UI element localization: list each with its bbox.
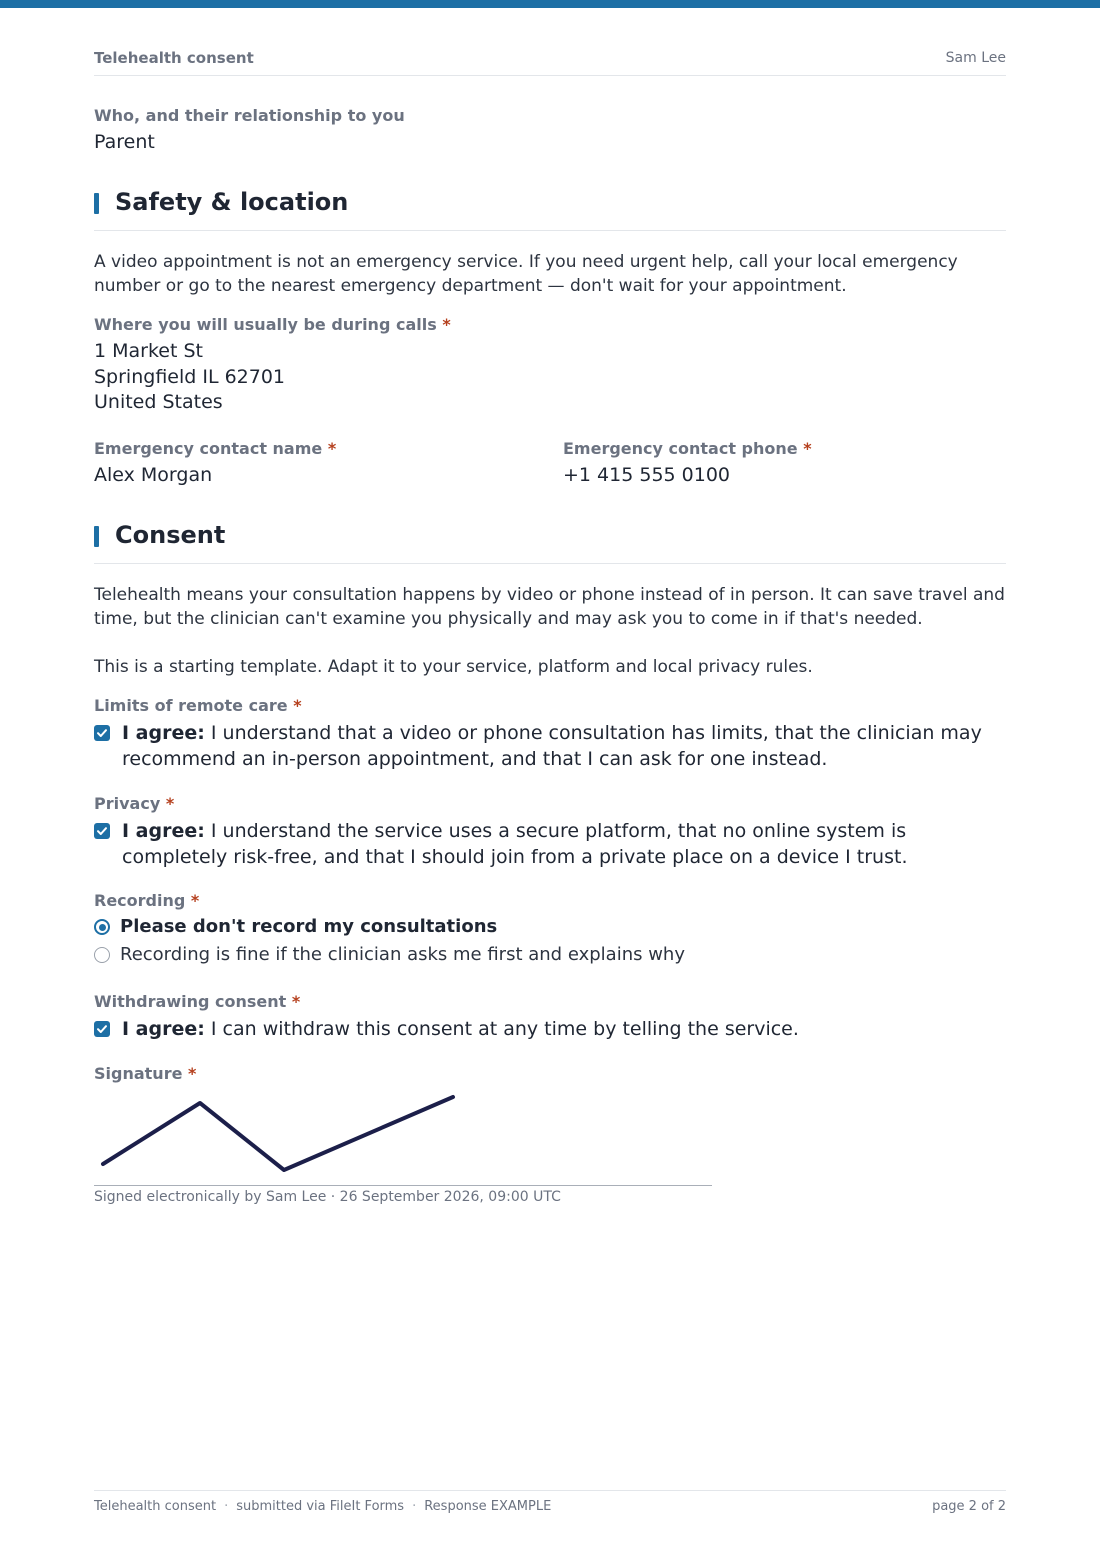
section-consent (94, 521, 1006, 564)
check-icon (96, 825, 108, 837)
emergency-phone-value: +1 415 555 0100 (563, 464, 731, 486)
limits-label: Limits of remote care * (94, 696, 302, 715)
signer-name: Sam Lee (945, 50, 1006, 66)
relationship-value: Parent (94, 131, 155, 153)
form-title: Telehealth consent (94, 49, 254, 67)
template-note: This is a starting template. Adapt it to your service, platform and local privacy rules. (94, 657, 813, 677)
limits-text: I agree: I understand that a video or phone consultation has limits, that the clinician may recommend an in-person appointment, and that I can ask for one instead. (122, 722, 982, 770)
radio-unselected[interactable] (94, 947, 110, 963)
emergency-name-label: Emergency contact name * (94, 439, 337, 458)
emergency-notice: A video appointment is not an emergency service. If you need urgent help, call your local emergency number or go to the nearest emergency department — don't wait for your appointment. (94, 252, 958, 296)
running-header (94, 48, 1006, 76)
withdrawing-text: I agree: I can withdraw this consent at any time by telling the service. (122, 1018, 799, 1040)
signature-area (94, 1090, 712, 1186)
top-accent-bar (0, 0, 1100, 8)
section-accent-bar (94, 526, 99, 547)
check-icon (96, 1023, 108, 1035)
location-label: Where you will usually be during calls * (94, 315, 451, 334)
address-line-3: United States (94, 391, 223, 413)
footer-meta: Telehealth consent · submitted via FileIt Forms · Response EXAMPLE (94, 1499, 552, 1514)
section-accent-bar (94, 193, 99, 214)
page-indicator: page 2 of 2 (932, 1499, 1006, 1514)
location-value (94, 339, 285, 416)
privacy-text: I agree: I understand the service uses a secure platform, that no online system is completely risk-free, and that I should join from a private place on a device I trust. (122, 820, 908, 868)
telehealth-intro: Telehealth means your consultation happens by video or phone instead of in person. It can save travel and time, but the clinician can't examine you physically and may ask you to come in if that's needed. (94, 585, 1005, 629)
section-title: Consent (115, 521, 226, 549)
radio-selected[interactable] (94, 919, 110, 935)
handwritten-signature (94, 1090, 712, 1186)
signature-label: Signature * (94, 1064, 197, 1083)
address-line-2: Springfield IL 62701 (94, 365, 286, 388)
limits-checkbox[interactable] (94, 725, 110, 741)
page-footer (94, 1490, 1006, 1520)
emergency-name-value: Alex Morgan (94, 464, 213, 486)
withdrawing-checkbox[interactable] (94, 1021, 110, 1037)
section-title: Safety & location (115, 188, 349, 216)
recording-label: Recording * (94, 891, 200, 910)
check-icon (96, 727, 108, 739)
section-safety-location (94, 188, 1006, 231)
withdrawing-label: Withdrawing consent * (94, 992, 301, 1011)
radio-label: Recording is fine if the clinician asks me first and explains why (120, 944, 685, 965)
radio-label: Please don't record my consultations (120, 916, 498, 937)
signature-caption: Signed electronically by Sam Lee · 26 September 2026, 09:00 UTC (94, 1189, 561, 1205)
privacy-checkbox[interactable] (94, 823, 110, 839)
address-line-1: 1 Market St (94, 340, 203, 362)
privacy-label: Privacy * (94, 794, 175, 813)
relationship-label: Who, and their relationship to you (94, 106, 405, 125)
emergency-phone-label: Emergency contact phone * (563, 439, 812, 458)
